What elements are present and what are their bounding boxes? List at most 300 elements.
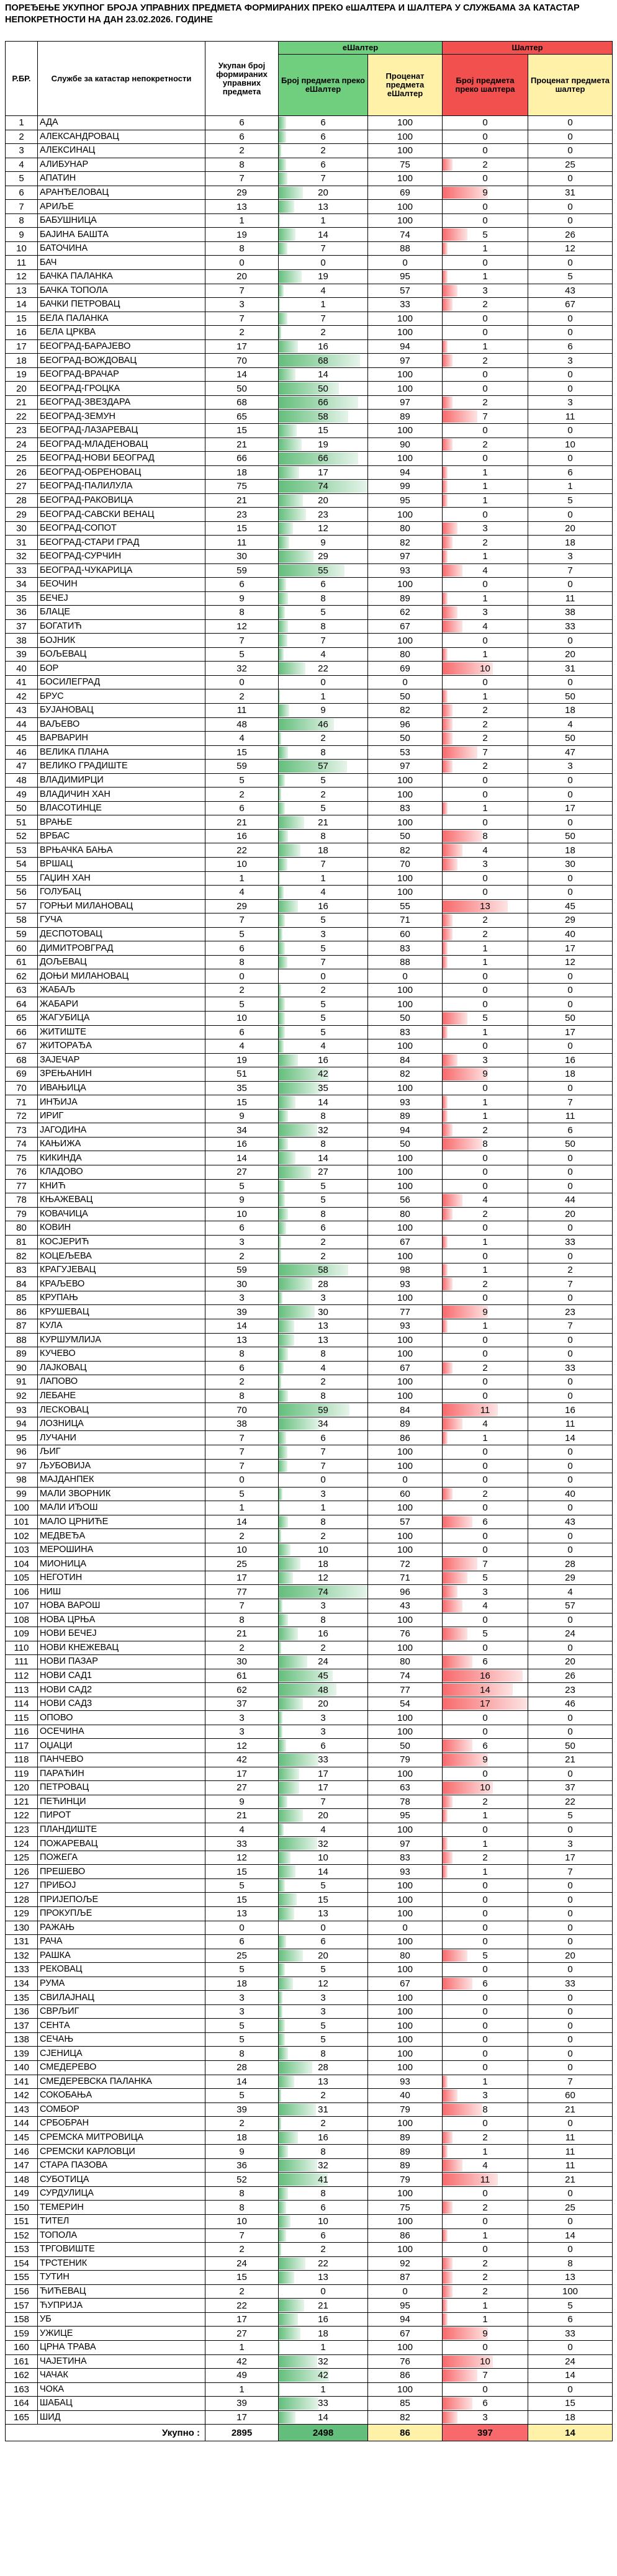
cell-ukupan: 2 [205, 2284, 279, 2299]
esalter-data-bar [279, 593, 288, 605]
cell-procenat-salter: 0 [528, 2004, 613, 2019]
cell-procenat-salter: 29 [528, 1571, 613, 1585]
cell-broj-salter [443, 2410, 528, 2425]
cell-procenat-salter: 17 [528, 1851, 613, 1865]
cell-value: 0 [482, 215, 488, 227]
cell-procenat-salter: 18 [528, 2410, 613, 2425]
cell-procenat-esalter: 50 [368, 1137, 443, 1151]
cell-value: 74 [318, 1586, 328, 1597]
esalter-data-bar [279, 2258, 305, 2270]
cell-procenat-esalter: 57 [368, 1515, 443, 1529]
cell-procenat-esalter: 69 [368, 662, 443, 676]
cell-broj-esalter [279, 1193, 368, 1208]
cell-procenat-salter: 23 [528, 1683, 613, 1697]
esalter-data-bar [279, 1991, 282, 2004]
cell-rb: 53 [6, 843, 38, 858]
cell-sluzba: ДИМИТРОВГРАД [38, 941, 205, 956]
cell-value: 4 [482, 565, 488, 576]
cell-value: 58 [318, 1265, 328, 1276]
table-row [6, 2158, 613, 2173]
cell-broj-esalter [279, 2397, 368, 2411]
cell-sluzba: РАШКА [38, 1949, 205, 1963]
cell-value: 8 [320, 2188, 326, 2199]
cell-procenat-salter: 17 [528, 801, 613, 815]
table-row [6, 1851, 613, 1865]
cell-procenat-salter: 18 [528, 703, 613, 717]
cell-value: 2 [482, 439, 488, 450]
cell-ukupan: 1 [205, 1501, 279, 1515]
cell-value: 9 [482, 1306, 488, 1317]
totals-label: Укупно : [6, 2425, 205, 2441]
cell-broj-esalter [279, 465, 368, 480]
cell-ukupan: 6 [205, 1221, 279, 1236]
cell-broj-salter [443, 2382, 528, 2397]
cell-broj-salter [443, 298, 528, 312]
cell-value: 55 [318, 565, 328, 576]
cell-procenat-salter: 0 [528, 1165, 613, 1180]
salter-data-bar [443, 928, 453, 941]
cell-value: 6 [320, 131, 326, 142]
cell-value: 42 [318, 1069, 328, 1080]
cell-sluzba: СЕНТА [38, 2019, 205, 2033]
cell-rb: 147 [6, 2158, 38, 2173]
cell-value: 6 [482, 1656, 488, 1667]
cell-value: 12 [318, 1573, 328, 1584]
cell-value: 8 [320, 1208, 326, 1219]
cell-broj-salter [443, 1752, 528, 1767]
cell-procenat-salter: 0 [528, 326, 613, 340]
cell-value: 8 [320, 831, 326, 842]
cell-rb: 35 [6, 591, 38, 606]
cell-value: 14 [318, 369, 328, 380]
cell-value: 6 [320, 2230, 326, 2241]
cell-rb: 93 [6, 1403, 38, 1417]
cell-rb: 128 [6, 1893, 38, 1907]
cell-value: 3 [320, 1600, 326, 1612]
cell-broj-salter [443, 745, 528, 760]
cell-rb: 7 [6, 200, 38, 214]
table-row [6, 1865, 613, 1879]
cell-ukupan: 8 [205, 1347, 279, 1362]
cell-procenat-esalter: 100 [368, 172, 443, 186]
cell-broj-esalter [279, 1417, 368, 1431]
cell-rb: 68 [6, 1053, 38, 1067]
cell-sluzba: БАЈИНА БАШТА [38, 228, 205, 242]
cell-rb: 129 [6, 1907, 38, 1921]
cell-broj-esalter [279, 2284, 368, 2299]
cell-broj-salter [443, 2397, 528, 2411]
cell-broj-salter [443, 927, 528, 941]
salter-data-bar [443, 1264, 448, 1277]
cell-procenat-esalter: 100 [368, 130, 443, 144]
cell-procenat-esalter: 93 [368, 1865, 443, 1879]
cell-broj-esalter [279, 228, 368, 242]
cell-value: 1 [482, 1432, 488, 1443]
cell-value: 9 [320, 537, 326, 548]
cell-value: 3 [320, 1726, 326, 1738]
esalter-data-bar [279, 1852, 290, 1864]
cell-value: 2 [320, 1376, 326, 1388]
cell-value: 21 [318, 2300, 328, 2311]
cell-procenat-salter: 11 [528, 1109, 613, 1123]
cell-rb: 152 [6, 2228, 38, 2243]
cell-value: 0 [482, 1152, 488, 1164]
cell-broj-salter [443, 843, 528, 858]
cell-rb: 161 [6, 2354, 38, 2369]
salter-data-bar [443, 844, 462, 856]
cell-sluzba: ЧОКА [38, 2382, 205, 2397]
cell-procenat-esalter: 100 [368, 773, 443, 788]
cell-sluzba: КРУПАЊ [38, 1291, 205, 1305]
table-row [6, 2340, 613, 2354]
table-row [6, 521, 613, 536]
cell-ukupan: 1 [205, 2340, 279, 2354]
cell-broj-salter [443, 2284, 528, 2299]
cell-broj-salter [443, 941, 528, 956]
cell-broj-salter [443, 829, 528, 843]
cell-sluzba: БЕОГРАД-СТАРИ ГРАД [38, 536, 205, 550]
cell-value: 10 [480, 663, 490, 674]
cell-ukupan: 7 [205, 1431, 279, 1445]
table-row [6, 2299, 613, 2313]
cell-broj-esalter [279, 662, 368, 676]
cell-value: 0 [482, 1880, 488, 1892]
cell-broj-salter [443, 2186, 528, 2201]
cell-value: 16 [318, 1628, 328, 1640]
cell-procenat-esalter: 100 [368, 1081, 443, 1095]
cell-rb: 36 [6, 606, 38, 620]
table-row [6, 871, 613, 886]
cell-value: 0 [482, 131, 488, 142]
cell-ukupan: 27 [205, 2327, 279, 2341]
cell-sluzba: КИКИНДА [38, 1151, 205, 1165]
cell-procenat-esalter: 50 [368, 732, 443, 746]
cell-procenat-salter: 50 [528, 1739, 613, 1753]
cell-sluzba: БАЧКИ ПЕТРОВАЦ [38, 298, 205, 312]
cell-value: 1 [482, 691, 488, 702]
cell-rb: 132 [6, 1949, 38, 1963]
cell-value: 0 [320, 2286, 326, 2297]
cell-broj-salter [443, 1767, 528, 1781]
esalter-data-bar [279, 873, 280, 885]
esalter-data-bar [279, 2019, 285, 2032]
cell-procenat-esalter: 100 [368, 213, 443, 228]
cell-ukupan: 9 [205, 1109, 279, 1123]
cell-procenat-esalter: 96 [368, 717, 443, 732]
cell-broj-esalter [279, 2145, 368, 2159]
cell-broj-esalter [279, 703, 368, 717]
table-row [6, 1627, 613, 1641]
cell-value: 0 [482, 201, 488, 212]
table-row [6, 1123, 613, 1138]
cell-broj-esalter [279, 1669, 368, 1683]
cell-rb: 117 [6, 1739, 38, 1753]
salter-data-bar [443, 2076, 448, 2088]
cell-procenat-salter: 0 [528, 2019, 613, 2033]
cell-sluzba: ВЕЛИКА ПЛАНА [38, 745, 205, 760]
salter-data-bar [443, 2397, 472, 2410]
cell-sluzba: СОКОБАЊА [38, 2089, 205, 2103]
cell-value: 16 [480, 1670, 490, 1681]
cell-broj-esalter [279, 521, 368, 536]
cell-broj-esalter [279, 549, 368, 563]
cell-broj-salter [443, 1977, 528, 1991]
cell-sluzba: СЈЕНИЦА [38, 2047, 205, 2061]
cell-sluzba: ЛУЧАНИ [38, 1431, 205, 1445]
cell-procenat-esalter: 79 [368, 1752, 443, 1767]
cell-procenat-esalter: 75 [368, 158, 443, 172]
cell-rb: 79 [6, 1207, 38, 1221]
cell-sluzba: ЧАЧАК [38, 2369, 205, 2383]
cell-value: 66 [318, 397, 328, 408]
cell-rb: 124 [6, 1837, 38, 1851]
cell-broj-esalter [279, 480, 368, 494]
esalter-data-bar [279, 774, 285, 787]
cell-value: 0 [482, 2188, 488, 2199]
cell-ukupan: 7 [205, 2228, 279, 2243]
cell-sluzba: ПАРАЋИН [38, 1767, 205, 1781]
salter-data-bar [443, 648, 448, 661]
salter-data-bar [443, 1320, 448, 1332]
cell-procenat-salter: 17 [528, 941, 613, 956]
cell-procenat-esalter: 100 [368, 452, 443, 466]
cell-ukupan: 5 [205, 997, 279, 1012]
cell-rb: 58 [6, 913, 38, 928]
cell-ukupan: 39 [205, 2397, 279, 2411]
table-row [6, 1977, 613, 1991]
cell-broj-salter [443, 871, 528, 886]
cell-ukupan: 0 [205, 256, 279, 270]
cell-ukupan: 12 [205, 1739, 279, 1753]
salter-data-bar [443, 1012, 467, 1025]
cell-ukupan: 13 [205, 200, 279, 214]
cell-ukupan: 35 [205, 1081, 279, 1095]
cell-rb: 43 [6, 703, 38, 717]
cell-value: 4 [482, 621, 488, 632]
cell-sluzba: АЛЕКСИНАЦ [38, 144, 205, 158]
cell-broj-esalter [279, 1921, 368, 1935]
cell-value: 0 [482, 173, 488, 184]
cell-procenat-salter: 3 [528, 549, 613, 563]
cell-ukupan: 7 [205, 284, 279, 298]
cell-broj-esalter [279, 1095, 368, 1110]
cell-value: 17 [318, 467, 328, 478]
cell-broj-esalter [279, 773, 368, 788]
cell-value: 0 [482, 2006, 488, 2017]
esalter-data-bar [279, 2215, 290, 2228]
salter-data-bar [443, 2286, 453, 2298]
table-row [6, 1445, 613, 1459]
cell-procenat-esalter: 80 [368, 1655, 443, 1669]
cell-sluzba: ШИД [38, 2410, 205, 2425]
cell-rb: 41 [6, 675, 38, 689]
cell-sluzba: БЕОГРАД-САВСКИ ВЕНАЦ [38, 508, 205, 522]
cell-rb: 80 [6, 1221, 38, 1236]
cell-ukupan: 21 [205, 815, 279, 830]
cell-value: 7 [320, 1796, 326, 1807]
cell-rb: 31 [6, 536, 38, 550]
cell-broj-salter [443, 788, 528, 802]
cell-sluzba: БЕОГРАД-СУРЧИН [38, 549, 205, 563]
cell-broj-esalter [279, 172, 368, 186]
cell-broj-esalter [279, 395, 368, 410]
cell-value: 0 [482, 873, 488, 884]
esalter-data-bar [279, 1600, 282, 1612]
cell-procenat-esalter: 89 [368, 1109, 443, 1123]
cell-procenat-salter: 0 [528, 367, 613, 382]
cell-procenat-salter: 31 [528, 662, 613, 676]
cell-value: 5 [320, 2034, 326, 2045]
cell-sluzba: БАЧКА ТОПОЛА [38, 284, 205, 298]
cell-sluzba: ГОРЊИ МИЛАНОВАЦ [38, 899, 205, 913]
cell-broj-esalter [279, 1165, 368, 1180]
cell-value: 5 [482, 1573, 488, 1584]
cell-broj-salter [443, 1473, 528, 1488]
cell-value: 6 [482, 1978, 488, 1989]
cell-broj-salter [443, 913, 528, 928]
cell-ukupan: 1 [205, 213, 279, 228]
cell-ukupan: 10 [205, 1207, 279, 1221]
cell-broj-salter [443, 2256, 528, 2271]
esalter-data-bar [279, 2132, 298, 2144]
cell-ukupan: 10 [205, 857, 279, 871]
cell-procenat-esalter: 43 [368, 1599, 443, 1613]
table-row [6, 2312, 613, 2327]
cell-value: 0 [482, 1041, 488, 1052]
cell-value: 3 [320, 2006, 326, 2017]
cell-broj-esalter [279, 493, 368, 508]
table-row [6, 732, 613, 746]
cell-sluzba: ПРОКУПЉЕ [38, 1907, 205, 1921]
cell-broj-salter [443, 438, 528, 452]
cell-value: 5 [320, 1964, 326, 1975]
cell-value: 1 [482, 1265, 488, 1276]
cell-rb: 71 [6, 1095, 38, 1110]
cell-rb: 137 [6, 2019, 38, 2033]
cell-sluzba: БЕОГРАД-НОВИ БЕОГРАД [38, 452, 205, 466]
cell-procenat-salter: 21 [528, 1752, 613, 1767]
cell-rb: 121 [6, 1795, 38, 1809]
table-row [6, 339, 613, 354]
cell-broj-salter [443, 213, 528, 228]
cell-sluzba: НОВИ БЕЧЕЈ [38, 1627, 205, 1641]
cell-broj-esalter [279, 1837, 368, 1851]
cell-broj-salter [443, 1207, 528, 1221]
cell-ukupan: 50 [205, 382, 279, 396]
table-row [6, 662, 613, 676]
cell-rb: 150 [6, 2201, 38, 2215]
cell-procenat-salter: 24 [528, 2354, 613, 2369]
cell-rb: 141 [6, 2075, 38, 2089]
salter-data-bar [443, 550, 448, 563]
table-row [6, 745, 613, 760]
cell-broj-esalter [279, 1795, 368, 1809]
esalter-data-bar [279, 1502, 280, 1514]
esalter-data-bar [279, 747, 288, 759]
cell-value: 4 [320, 1362, 326, 1373]
cell-procenat-salter: 4 [528, 1585, 613, 1599]
cell-procenat-esalter: 100 [368, 2117, 443, 2131]
cell-procenat-esalter: 70 [368, 857, 443, 871]
cell-value: 0 [482, 1083, 488, 1093]
cell-rb: 18 [6, 354, 38, 368]
esalter-data-bar [279, 2412, 295, 2424]
esalter-data-bar [279, 1796, 287, 1808]
table-row [6, 1697, 613, 1711]
table-row [6, 1067, 613, 1082]
cell-procenat-esalter: 100 [368, 2032, 443, 2047]
cell-ukupan: 3 [205, 1235, 279, 1249]
cell-broj-salter [443, 270, 528, 284]
cell-procenat-esalter: 93 [368, 1277, 443, 1291]
cell-broj-salter [443, 395, 528, 410]
cell-broj-esalter [279, 1039, 368, 1054]
cell-broj-salter [443, 563, 528, 578]
cell-rb: 17 [6, 339, 38, 354]
cell-procenat-salter: 0 [528, 1921, 613, 1935]
cell-broj-salter [443, 857, 528, 871]
cell-ukupan: 77 [205, 1585, 279, 1599]
cell-rb: 144 [6, 2117, 38, 2131]
totals-broj-esalter: 2498 [279, 2425, 368, 2441]
cell-procenat-salter: 100 [528, 2284, 613, 2299]
esalter-data-bar [279, 215, 280, 227]
cell-broj-salter [443, 1907, 528, 1921]
cell-rb: 143 [6, 2103, 38, 2117]
cell-broj-salter [443, 493, 528, 508]
cell-ukupan: 42 [205, 2354, 279, 2369]
cell-rb: 13 [6, 284, 38, 298]
cell-value: 5 [482, 1628, 488, 1640]
cell-ukupan: 2 [205, 144, 279, 158]
cell-procenat-esalter: 100 [368, 1963, 443, 1977]
cell-broj-salter [443, 815, 528, 830]
cell-ukupan: 6 [205, 1025, 279, 1039]
cell-broj-salter [443, 1935, 528, 1949]
cell-value: 3 [482, 1054, 488, 1066]
esalter-data-bar [279, 1012, 285, 1025]
cell-value: 2 [482, 705, 488, 716]
cell-procenat-esalter: 76 [368, 2354, 443, 2369]
cell-ukupan: 33 [205, 1837, 279, 1851]
cell-value: 2 [482, 1488, 488, 1499]
table-row [6, 465, 613, 480]
table-row [6, 2410, 613, 2425]
cell-value: 2 [482, 2286, 488, 2297]
salter-data-bar [443, 523, 457, 535]
table-row [6, 1683, 613, 1697]
cell-value: 4 [482, 1419, 488, 1430]
cell-procenat-esalter: 56 [368, 1193, 443, 1208]
cell-sluzba: ПЕТРОВАЦ [38, 1781, 205, 1795]
cell-ukupan: 24 [205, 2256, 279, 2271]
cell-value: 0 [482, 1460, 488, 1471]
cell-broj-esalter [279, 1977, 368, 1991]
cell-procenat-salter: 0 [528, 2382, 613, 2397]
cell-procenat-salter: 67 [528, 298, 613, 312]
salter-data-bar [443, 760, 453, 773]
table-row [6, 2004, 613, 2019]
cell-procenat-esalter: 100 [368, 983, 443, 997]
cell-broj-salter [443, 228, 528, 242]
cell-value: 2 [320, 145, 326, 156]
cell-broj-salter [443, 2243, 528, 2257]
cell-sluzba: БАЧ [38, 256, 205, 270]
cell-procenat-esalter: 80 [368, 1949, 443, 1963]
table-row [6, 760, 613, 774]
cell-procenat-esalter: 79 [368, 2173, 443, 2187]
esalter-data-bar [279, 690, 280, 702]
